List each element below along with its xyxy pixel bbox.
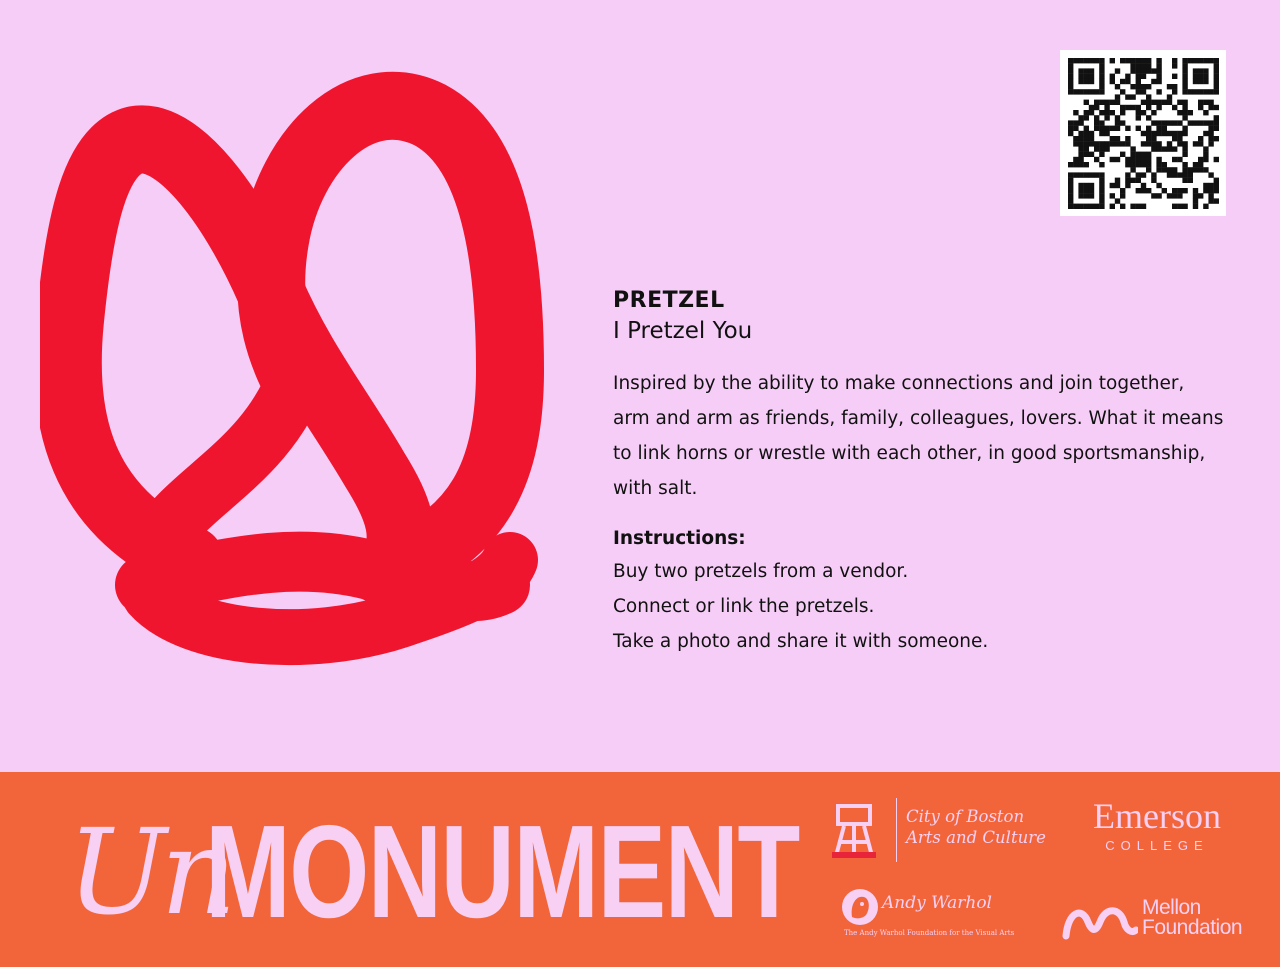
footer-banner — [0, 772, 1280, 967]
boston-line2: Arts and Culture — [906, 828, 1046, 847]
artwork-title: PRETZEL — [613, 288, 725, 313]
description-line: arm and arm as friends, family, colleagues, lovers. What it means — [613, 408, 1224, 429]
warhol-foundation-logo — [838, 885, 1015, 945]
brand-prefix: Un — [67, 803, 231, 941]
boston-text — [906, 806, 1046, 848]
pretzel-illustration — [40, 40, 560, 680]
brand-main: MONUMENT — [205, 798, 799, 945]
mellon-foundation-logo — [1062, 896, 1262, 946]
boston-line1: City of Boston — [906, 807, 1025, 826]
easel-icon — [830, 802, 878, 860]
emerson-college-logo — [1072, 794, 1242, 864]
instruction-step: Take a photo and share it with someone. — [613, 631, 989, 652]
mellon-line1: Mellon — [1142, 896, 1201, 919]
mellon-line2: Foundation — [1142, 916, 1243, 939]
description-line: Inspired by the ability to make connections and join together, — [613, 373, 1185, 394]
artwork-subtitle: I Pretzel You — [613, 318, 753, 344]
description-line: with salt. — [613, 478, 698, 499]
instruction-step: Connect or link the pretzels. — [613, 596, 875, 617]
qr-code-icon[interactable] — [1060, 50, 1226, 216]
description-line: to link horns or wrestle with each other, in good sportsmanship, — [613, 443, 1206, 464]
emerson-sub: COLLEGE — [1105, 838, 1209, 853]
instructions-list — [613, 554, 1253, 659]
logo-divider — [896, 798, 897, 862]
unmonument-logo — [55, 792, 799, 957]
warhol-portrait-icon — [840, 887, 880, 927]
instructions-heading: Instructions: — [613, 528, 746, 549]
boston-arts-logo — [830, 794, 1060, 866]
artwork-description — [613, 366, 1253, 506]
emerson-name: Emerson — [1093, 796, 1221, 836]
mellon-wave-icon — [1062, 900, 1138, 940]
mellon-text — [1142, 898, 1242, 938]
artwork-info — [613, 286, 1253, 659]
warhol-caption: The Andy Warhol Foundation for the Visual Arts — [844, 929, 1015, 937]
instruction-step: Buy two pretzels from a vendor. — [613, 561, 909, 582]
warhol-signature: Andy Warhol — [882, 893, 992, 913]
